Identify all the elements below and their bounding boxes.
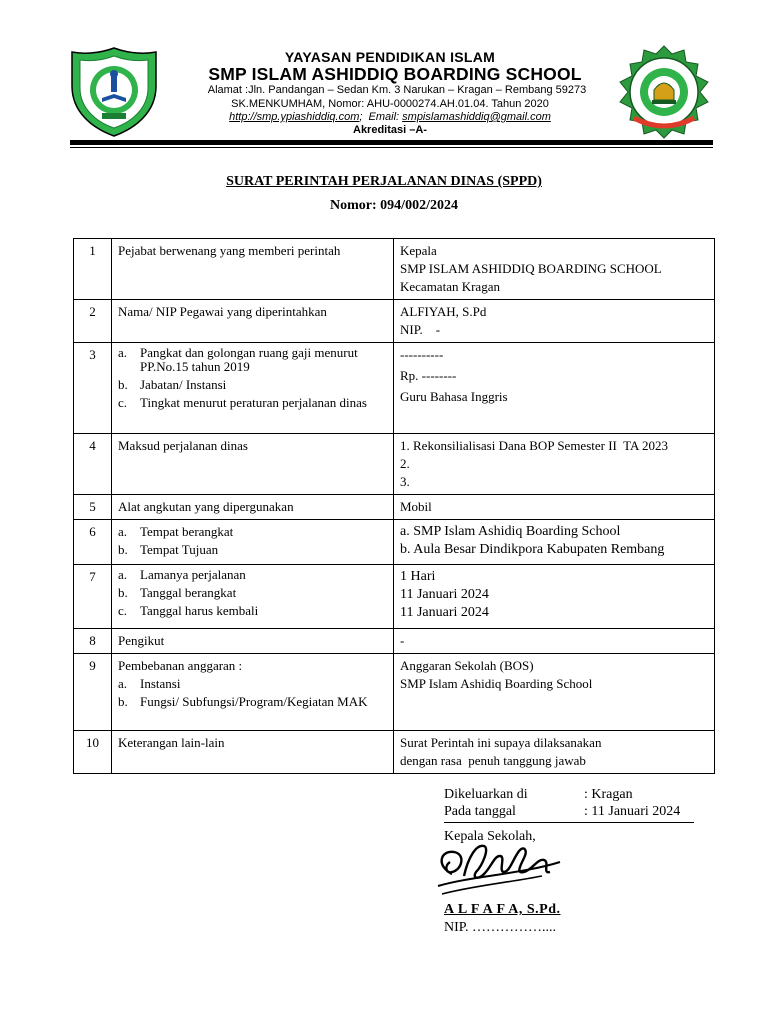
sub-text: Tingkat menurut peraturan perjalanan dinas (140, 395, 367, 410)
sub-item (118, 396, 387, 410)
sub-item (118, 543, 387, 557)
value-line: 11 Januari 2024 (400, 587, 489, 602)
foundation-logo (68, 46, 160, 138)
issued-at-row (444, 787, 694, 805)
table-row (74, 731, 715, 774)
table-row (74, 495, 715, 520)
row-label: Pejabat berwenang yang memberi perintah (112, 239, 394, 300)
sub-letter: a. (118, 676, 128, 691)
document-title: SURAT PERINTAH PERJALANAN DINAS (SPPD) (226, 174, 542, 189)
row-value (394, 654, 715, 731)
value-line: SMP Islam Ashidiq Boarding School (400, 676, 593, 691)
value-line: 2. (400, 456, 410, 471)
value-line: ALFIYAH, S.Pd (400, 304, 487, 319)
sub-text: Tempat berangkat (140, 524, 234, 539)
head-title: Kepala Sekolah, (444, 829, 536, 844)
value-line: 1. Rekonsilialisasi Dana BOP Semester II TA 2023 (400, 438, 668, 453)
website-link[interactable]: http://smp.ypiashiddiq.com (229, 111, 360, 123)
sub-item (118, 695, 387, 709)
row-value (394, 434, 715, 495)
head-name: A L F A F A, S.Pd. (444, 902, 561, 917)
issue-date-label: Pada tanggal (444, 804, 516, 819)
school-logo (612, 44, 716, 140)
sub-letter: c. (118, 395, 128, 410)
table-row (74, 343, 715, 434)
value-line: Mobil (400, 499, 432, 514)
sub-text: Fungsi/ Subfungsi/Program/Kegiatan MAK (140, 694, 368, 709)
row-label (112, 654, 394, 731)
value-line: Anggaran Sekolah (BOS) (400, 658, 534, 673)
sub-letter: a. (118, 567, 128, 582)
email-link[interactable]: smpislamashiddiq@gmail.com (402, 111, 551, 123)
foundation-name: YAYASAN PENDIDIKAN ISLAM (284, 49, 496, 65)
row-number: 4 (74, 434, 112, 495)
row-number: 9 (74, 654, 112, 731)
sub-text: Tanggal harus kembali (140, 603, 259, 618)
header-divider-thick (70, 140, 713, 145)
sub-item (118, 604, 387, 618)
issued-at-value: : Kragan (584, 787, 633, 802)
row-value (394, 239, 715, 300)
row-number: 1 (74, 239, 112, 300)
sub-letter: b. (118, 542, 128, 557)
value-line: 3. (400, 474, 410, 489)
row-label: Pengikut (112, 629, 394, 654)
sub-text: Jabatan/ Instansi (140, 377, 227, 392)
value-line: - (400, 633, 405, 648)
row-value (394, 495, 715, 520)
sub-item (118, 586, 387, 600)
sppd-table (73, 238, 715, 774)
sub-letter: c. (118, 603, 128, 618)
row-value (394, 731, 715, 774)
row-label: Maksud perjalanan dinas (112, 434, 394, 495)
row-label: Nama/ NIP Pegawai yang diperintahkan (112, 300, 394, 343)
value-line: Guru Bahasa Inggris (400, 389, 508, 404)
table-row (74, 434, 715, 495)
row-value (394, 565, 715, 629)
value-line: Surat Perintah ini supaya dilaksanakan (400, 735, 602, 750)
signature-image (432, 836, 572, 902)
sub-item (118, 378, 387, 392)
contact-line: http://smp.ypiashiddiq.com; Email: smpislamashiddiq@gmail.com (229, 111, 551, 123)
row-number: 7 (74, 565, 112, 629)
row-label-text: Pembebanan anggaran : (118, 658, 243, 673)
row-value (394, 300, 715, 343)
value-line: NIP. - (400, 322, 441, 337)
row-number: 6 (74, 520, 112, 565)
row-label: Alat angkutan yang dipergunakan (112, 495, 394, 520)
value-line: 11 Januari 2024 (400, 605, 489, 620)
value-line: a. SMP Islam Ashidiq Boarding School (400, 524, 621, 539)
issued-at-label: Dikeluarkan di (444, 787, 528, 802)
sub-letter: a. (118, 524, 128, 539)
row-number: 3 (74, 343, 112, 434)
row-label (112, 343, 394, 434)
row-value (394, 629, 715, 654)
value-line: Kecamatan Kragan (400, 279, 500, 294)
table-row (74, 565, 715, 629)
school-name: SMP ISLAM ASHIDDIQ BOARDING SCHOOL (208, 64, 582, 84)
sub-letter: b. (118, 585, 128, 600)
value-line: Kepala (400, 243, 437, 258)
row-number: 5 (74, 495, 112, 520)
sub-text: Instansi (140, 676, 181, 691)
table-row (74, 520, 715, 565)
value-line: ---------- (400, 347, 444, 362)
accreditation: Akreditasi –A- (353, 124, 427, 136)
row-label (112, 520, 394, 565)
sub-text: Tempat Tujuan (140, 542, 219, 557)
row-label (112, 565, 394, 629)
school-address: Alamat :Jln. Pandangan – Sedan Km. 3 Narukan – Kragan – Rembang 59273 (207, 84, 587, 96)
sub-letter: b. (118, 694, 128, 709)
sub-text: Lamanya perjalanan (140, 567, 246, 582)
table-row (74, 300, 715, 343)
value-line: 1 Hari (400, 569, 436, 584)
sub-text: Tanggal berangkat (140, 585, 237, 600)
table-row (74, 654, 715, 731)
issue-date-value: : 11 Januari 2024 (584, 804, 681, 819)
email-label: Email: (368, 111, 400, 123)
head-nip: NIP. …………….... (444, 920, 557, 935)
row-number: 2 (74, 300, 112, 343)
legal-decree: SK.MENKUMHAM, Nomor: AHU-0000274.AH.01.04. Tahun 2020 (231, 98, 549, 110)
row-number: 10 (74, 731, 112, 774)
table-row (74, 629, 715, 654)
row-value (394, 343, 715, 434)
issue-date-row (444, 804, 694, 823)
table-row (74, 239, 715, 300)
header-divider-thin (70, 147, 713, 148)
sub-item (118, 677, 387, 691)
sub-letter: b. (118, 377, 128, 392)
value-line: Rp. -------- (400, 368, 457, 383)
row-label: Keterangan lain-lain (112, 731, 394, 774)
value-line: SMP ISLAM ASHIDDIQ BOARDING SCHOOL (400, 261, 662, 276)
sub-item (118, 525, 387, 539)
document-number: Nomor: 094/002/2024 (330, 198, 458, 213)
sub-item (118, 568, 387, 582)
row-value (394, 520, 715, 565)
sub-item (118, 346, 387, 374)
value-line: dengan rasa penuh tanggung jawab (400, 753, 586, 768)
value-line: b. Aula Besar Dindikpora Kabupaten Rembang (400, 542, 665, 557)
sub-text: Pangkat dan golongan ruang gaji menurut PP.No.15 tahun 2019 (140, 345, 358, 374)
row-number: 8 (74, 629, 112, 654)
sub-letter: a. (118, 345, 128, 360)
